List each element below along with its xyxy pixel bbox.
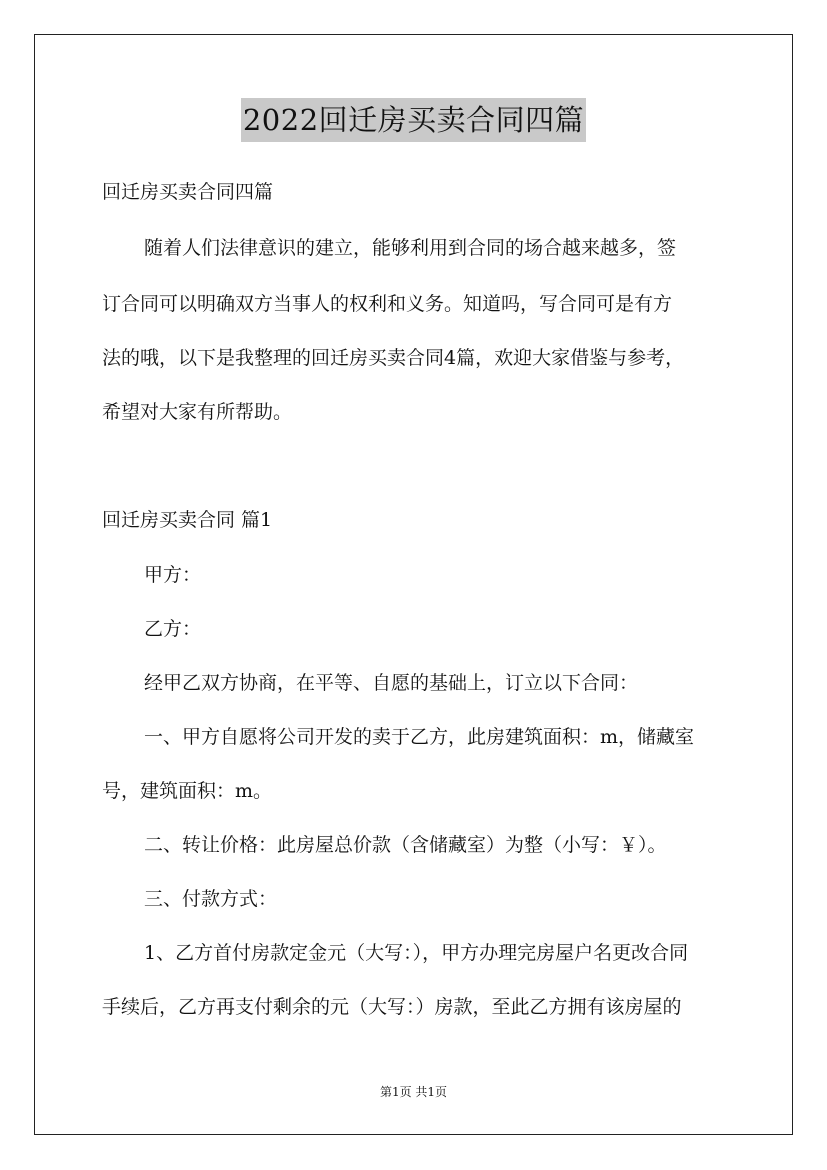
- clause-line: 手续后，乙方再支付剩余的元（大写：）房款，至此乙方拥有该房屋的: [102, 996, 682, 1018]
- title-container: [0, 98, 827, 142]
- party-b-line: 乙方：: [144, 618, 202, 640]
- subtitle: 回迁房买卖合同四篇: [102, 181, 274, 203]
- paragraph-line: 订合同可以明确双方当事人的权利和义务。知道吗，写合同可是有方: [102, 293, 673, 315]
- clause-line: 一、甲方自愿将公司开发的卖于乙方，此房建筑面积：m，储藏室: [144, 726, 695, 748]
- clause-line: 号，建筑面积：m。: [102, 780, 273, 802]
- paragraph-line: 经甲乙双方协商，在平等、自愿的基础上，订立以下合同：: [144, 672, 639, 694]
- party-a-line: 甲方：: [144, 564, 202, 586]
- clause-line: 1、乙方首付房款定金元（大写：），甲方办理完房屋户名更改合同: [144, 942, 689, 964]
- paragraph-line: 随着人们法律意识的建立，能够利用到合同的场合越来越多，签: [144, 237, 677, 259]
- clause-line: 二、转让价格：此房屋总价款（含储藏室）为整（小写：￥）。: [144, 834, 667, 856]
- paragraph-line: 希望对大家有所帮助。: [102, 401, 293, 423]
- section-heading: 回迁房买卖合同 篇1: [102, 509, 273, 531]
- paragraph-line: 法的哦，以下是我整理的回迁房买卖合同4篇，欢迎大家借鉴与参考，: [102, 347, 685, 369]
- page-footer: 第1页 共1页: [379, 1085, 448, 1099]
- document-title: 2022回迁房买卖合同四篇: [241, 98, 586, 142]
- clause-line: 三、付款方式：: [144, 888, 278, 910]
